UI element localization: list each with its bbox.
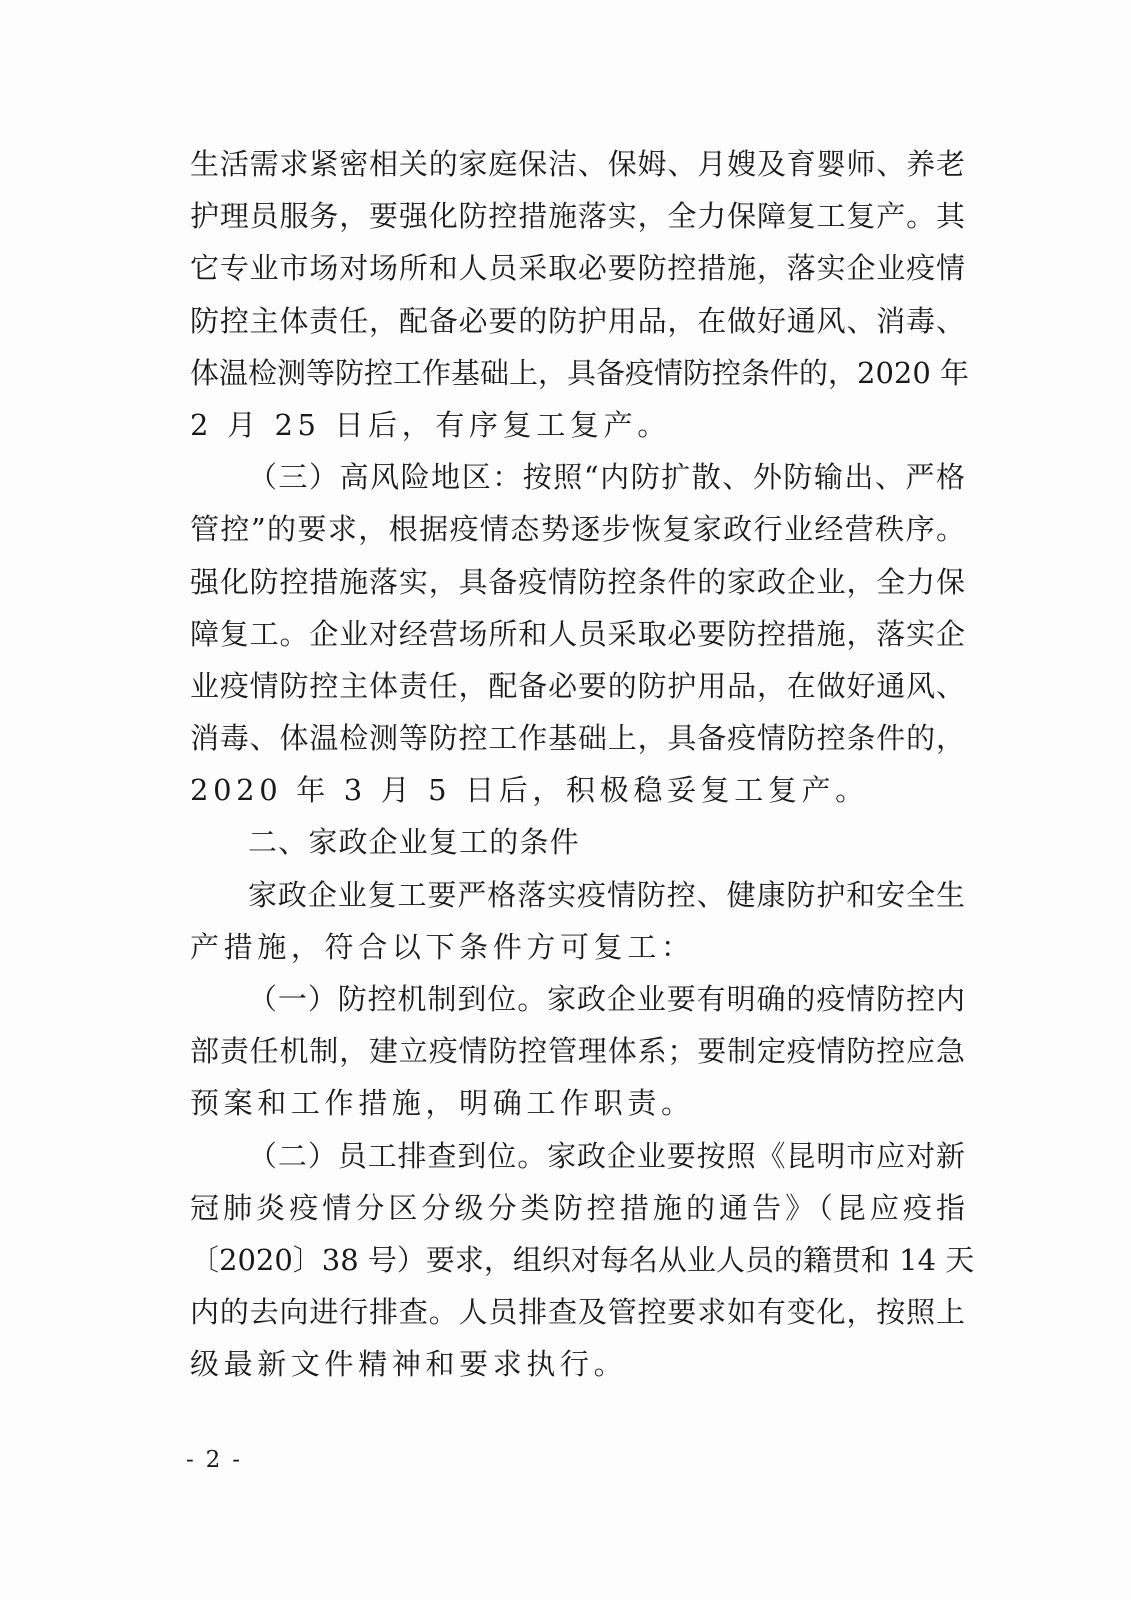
text-line: 级最新文件精神和要求执行。 [190, 1347, 628, 1382]
text-line: 部责任机制，建立疫情防控管理体系；要制定疫情防控应急 [190, 1034, 965, 1069]
section-heading: 二、家政企业复工的条件 [248, 825, 580, 860]
text-line: 2020 年 3 月 5 日后，积极稳妥复工复产。 [190, 773, 869, 808]
text-line: 护理员服务，要强化防控措施落实，全力保障复工复产。其 [190, 199, 965, 234]
text-line: 冠肺炎疫情分区分级分类防控措施的通告》（昆应疫指 [190, 1190, 965, 1225]
text-line: 业疫情防控主体责任，配备必要的防护用品，在做好通风、 [190, 668, 965, 703]
text-line: 防控主体责任，配备必要的防护用品，在做好通风、消毒、 [190, 303, 965, 338]
page-number: - 2 - [186, 1447, 243, 1473]
text-line: 消毒、体温检测等防控工作基础上，具备疫情防控条件的， [190, 721, 965, 756]
text-line: 预案和工作措施，明确工作职责。 [190, 1086, 695, 1121]
text-line: 管控”的要求，根据疫情态势逐步恢复家政行业经营秩序。 [190, 512, 965, 547]
text-line: 2 月 25 日后，有序复工复产。 [190, 407, 671, 442]
paragraph-start-line: （三）高风险地区：按照“内防扩散、外防输出、严格 [248, 460, 965, 495]
text-line: 它专业市场对场所和人员采取必要防控措施，落实企业疫情 [190, 251, 965, 286]
text-line: 产措施，符合以下条件方可复工： [190, 929, 695, 964]
paragraph-start-line: （一）防控机制到位。家政企业要有明确的疫情防控内 [248, 982, 965, 1016]
text-line: 障复工。企业对经营场所和人员采取必要防控措施，落实企 [190, 616, 965, 651]
text-line: 〔2020〕38 号）要求，组织对每名从业人员的籍贯和 14 天 [190, 1242, 975, 1277]
text-line: 内的去向进行排查。人员排查及管控要求如有变化，按照上 [190, 1295, 965, 1330]
text-line: 强化防控措施落实，具备疫情防控条件的家政企业，全力保 [190, 564, 965, 599]
paragraph-start-line: （二）员工排查到位。家政企业要按照《昆明市应对新 [248, 1138, 965, 1173]
text-line: 体温检测等防控工作基础上，具备疫情防控条件的，2020 年 [190, 355, 970, 390]
paragraph-start-line: 家政企业复工要严格落实疫情防控、健康防护和安全生 [248, 877, 965, 912]
document-body [190, 138, 975, 1391]
text-line: 生活需求紧密相关的家庭保洁、保姆、月嫂及育婴师、养老 [190, 147, 965, 181]
